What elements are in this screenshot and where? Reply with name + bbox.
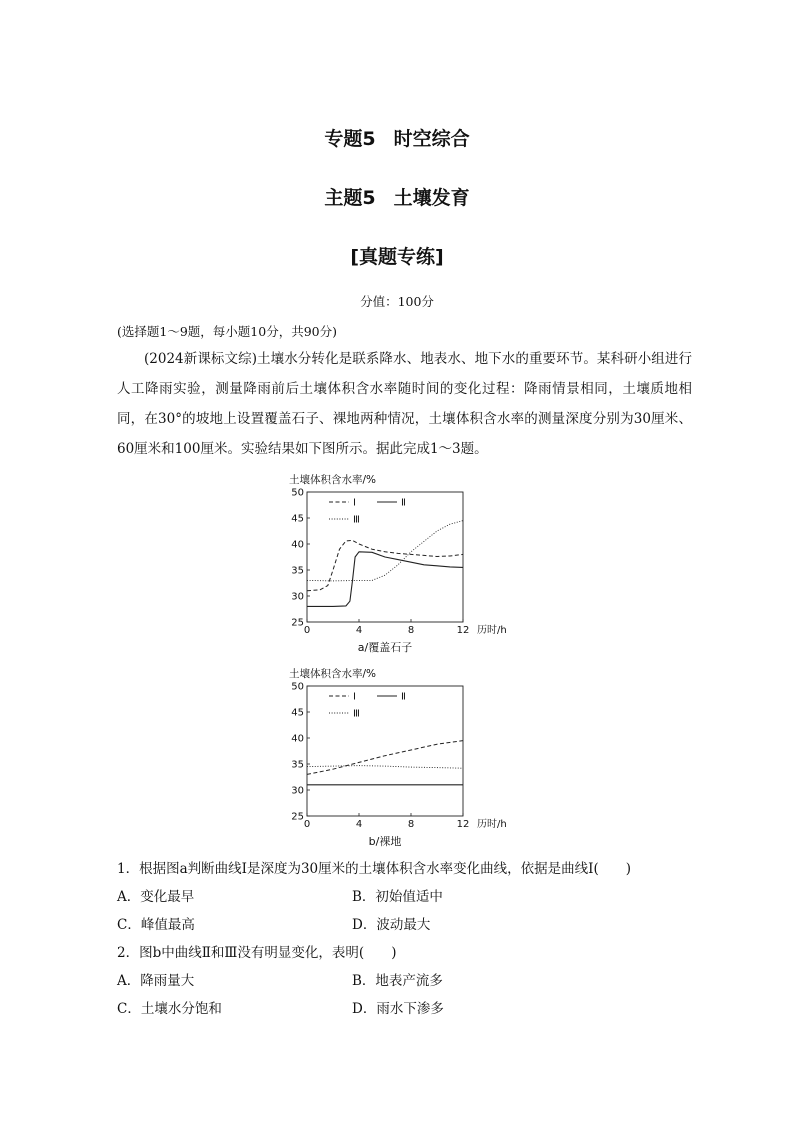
instructions: (选择题1～9题，每小题10分，共90分): [117, 324, 337, 339]
chart-b-plot-frame: [307, 686, 463, 816]
question-2-option-c[interactable]: C．土壤水分饱和: [117, 1001, 222, 1017]
question-2-option-a[interactable]: A．降雨量大: [117, 973, 195, 989]
chart-a-ytick-label-1: 30: [291, 591, 304, 603]
chart-a-legend-label-3: Ⅲ: [353, 514, 360, 526]
question-2-option-d[interactable]: D．雨水下渗多: [352, 1001, 444, 1017]
section-title: [真题专练]: [350, 246, 444, 268]
chart-a: [270, 470, 530, 660]
score-line: 分值：100分: [360, 294, 434, 309]
chart-a-xtick-label-3: 12: [456, 625, 470, 636]
chart-b-ytick-label-1: 30: [291, 785, 304, 797]
chart-a-ytick-label-2: 35: [291, 565, 304, 577]
question-1-option-b[interactable]: B．初始值适中: [352, 889, 443, 905]
chart-b-legend-label-1: Ⅰ: [353, 691, 356, 703]
chart-b-xtick-label-2: 8: [407, 819, 415, 830]
chart-b-ytick-label-3: 40: [291, 733, 304, 745]
topic-title: 专题5 时空综合: [324, 128, 470, 150]
question-1-option-c[interactable]: C．峰值最高: [117, 917, 195, 933]
chart-b: [270, 664, 530, 854]
chart-a-ytick-label-5: 50: [291, 487, 304, 499]
chart-b-ytick-label-2: 35: [291, 759, 304, 771]
chart-a-series-3-line: [307, 521, 463, 581]
chart-b-ytick-label-4: 45: [291, 707, 304, 719]
question-2-stem: 2．图b中曲线Ⅱ和Ⅲ没有明显变化，表明( ): [117, 945, 397, 961]
chart-b-ytick-label-0: 25: [291, 811, 304, 823]
chart-b-xtick-label-1: 4: [355, 819, 363, 830]
question-2-option-b[interactable]: B．地表产流多: [352, 973, 443, 989]
chart-a-legend-label-1: Ⅰ: [353, 497, 356, 509]
chart-a-legend-label-2: Ⅱ: [401, 497, 406, 509]
chart-a-ytick-label-3: 40: [291, 539, 304, 551]
chart-b-xlabel: 历时/h: [477, 819, 507, 830]
chart-b-xtick-label-3: 12: [456, 819, 470, 830]
chart-b-series-1-line: [307, 741, 463, 775]
passage: (2024新课标文综)土壤水分转化是联系降水、地表水、地下水的重要环节。某科研小组进行人工降雨实验，测量降雨前后土壤体积含水率随时间的变化过程：降雨情景相同，土壤质地相同，在30°的坡地上设置覆盖石子、裸地两种情况，土壤体积含水率的测量深度分别为30厘米、60厘米和100厘米。实验结果如下图所示。据此完成1～3题。: [117, 351, 692, 457]
chart-a-xtick-label-1: 4: [355, 625, 363, 636]
chart-a-ylabel: 土壤体积含水率/%: [289, 474, 377, 486]
chart-b-series-3-line: [307, 766, 463, 769]
chart-b-xtick-label-0: 0: [303, 819, 311, 830]
chart-a-ytick-label-4: 45: [291, 513, 304, 525]
chart-a-xtick-label-0: 0: [303, 625, 311, 636]
question-1-option-d[interactable]: D．波动最大: [352, 917, 431, 933]
chart-a-xlabel: 历时/h: [477, 625, 507, 636]
theme-title: 主题5 土壤发育: [324, 187, 470, 209]
chart-a-ytick-label-0: 25: [291, 617, 304, 629]
chart-b-title: b/裸地: [368, 835, 402, 848]
chart-b-ylabel: 土壤体积含水率/%: [289, 668, 377, 680]
chart-b-ytick-label-5: 50: [291, 681, 304, 693]
chart-a-title: a/覆盖石子: [357, 641, 413, 654]
chart-b-legend-label-2: Ⅱ: [401, 691, 406, 703]
chart-b-legend-label-3: Ⅲ: [353, 708, 360, 720]
question-1-stem: 1．根据图a判断曲线Ⅰ是深度为30厘米的土壤体积含水率变化曲线，依据是曲线Ⅰ( ): [117, 861, 632, 877]
chart-a-xtick-label-2: 8: [407, 625, 415, 636]
question-1-option-a[interactable]: A．变化最早: [117, 889, 195, 905]
